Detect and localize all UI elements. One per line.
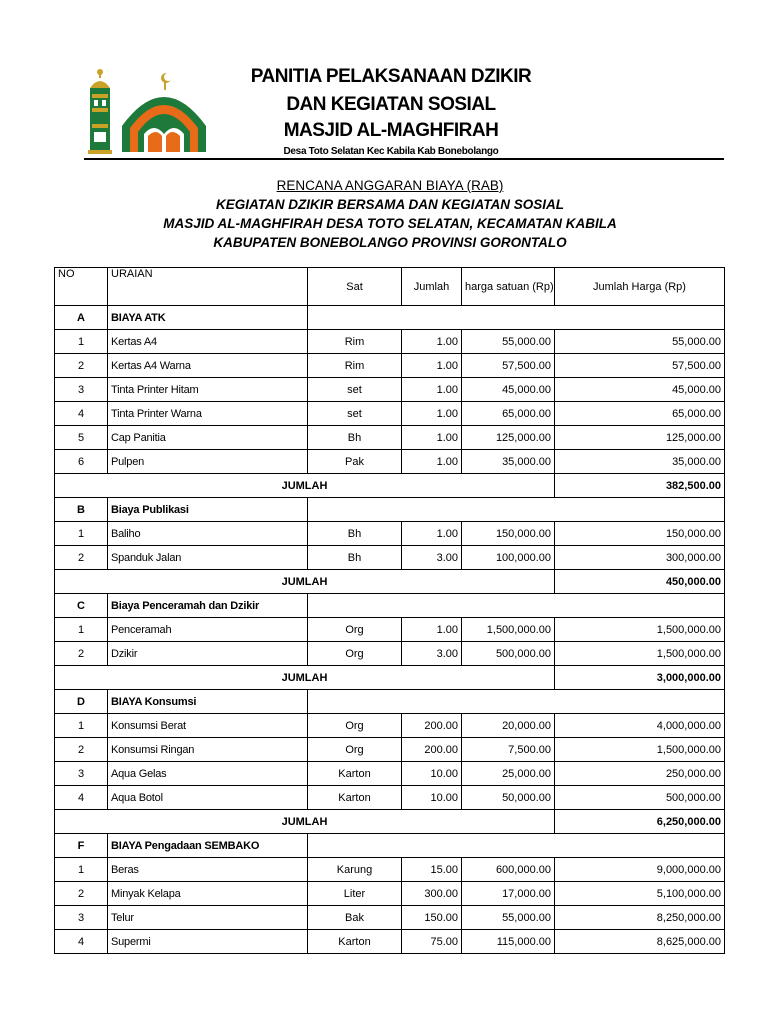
item-sat: set — [308, 402, 402, 426]
item-jumlah: 15.00 — [402, 858, 462, 882]
item-jumlah: 1.00 — [402, 354, 462, 378]
table-row — [55, 738, 725, 762]
section-name: BIAYA Pengadaan SEMBAKO — [108, 834, 308, 858]
item-jumlah: 300.00 — [402, 882, 462, 906]
item-jumlah-harga: 500,000.00 — [555, 786, 725, 810]
item-sat: Liter — [308, 882, 402, 906]
subtotal-value: 450,000.00 — [555, 570, 725, 594]
item-jumlah: 75.00 — [402, 930, 462, 954]
table-row — [55, 522, 725, 546]
item-uraian: Beras — [108, 858, 308, 882]
item-jumlah: 150.00 — [402, 906, 462, 930]
empty-cell — [308, 498, 725, 522]
item-sat: Bh — [308, 522, 402, 546]
section-header-row — [55, 690, 725, 714]
subtotal-row — [55, 666, 725, 690]
item-harga-satuan: 150,000.00 — [462, 522, 555, 546]
item-jumlah: 1.00 — [402, 426, 462, 450]
item-harga-satuan: 35,000.00 — [462, 450, 555, 474]
item-uraian: Penceramah — [108, 618, 308, 642]
item-uraian: Supermi — [108, 930, 308, 954]
section-header-row — [55, 498, 725, 522]
item-harga-satuan: 600,000.00 — [462, 858, 555, 882]
item-sat: Bh — [308, 426, 402, 450]
item-jumlah-harga: 35,000.00 — [555, 450, 725, 474]
item-uraian: Telur — [108, 906, 308, 930]
subtotal-row — [55, 474, 725, 498]
table-row — [55, 618, 725, 642]
section-code: D — [55, 690, 108, 714]
empty-cell — [308, 834, 725, 858]
item-harga-satuan: 45,000.00 — [462, 378, 555, 402]
section-code: F — [55, 834, 108, 858]
budget-table-body — [55, 306, 725, 954]
mosque-logo — [82, 68, 210, 156]
item-no: 1 — [55, 522, 108, 546]
subtotal-label: JUMLAH — [55, 570, 555, 594]
table-row — [55, 762, 725, 786]
empty-cell — [308, 306, 725, 330]
item-no: 1 — [55, 714, 108, 738]
item-harga-satuan: 500,000.00 — [462, 642, 555, 666]
item-no: 1 — [55, 858, 108, 882]
empty-cell — [308, 594, 725, 618]
item-jumlah: 1.00 — [402, 618, 462, 642]
item-harga-satuan: 7,500.00 — [462, 738, 555, 762]
item-no: 3 — [55, 762, 108, 786]
org-name-line1: PANITIA PELAKSANAAN DZIKIR — [250, 66, 532, 87]
section-name: Biaya Publikasi — [108, 498, 308, 522]
item-harga-satuan: 100,000.00 — [462, 546, 555, 570]
item-jumlah-harga: 300,000.00 — [555, 546, 725, 570]
org-name-line3: MASJID AL-MAGHFIRAH — [283, 120, 499, 141]
item-no: 4 — [55, 786, 108, 810]
item-jumlah: 10.00 — [402, 762, 462, 786]
item-uraian: Cap Panitia — [108, 426, 308, 450]
section-code: C — [55, 594, 108, 618]
table-row — [55, 882, 725, 906]
item-jumlah: 200.00 — [402, 738, 462, 762]
item-uraian: Aqua Botol — [108, 786, 308, 810]
item-jumlah: 1.00 — [402, 330, 462, 354]
item-uraian: Aqua Gelas — [108, 762, 308, 786]
item-harga-satuan: 17,000.00 — [462, 882, 555, 906]
item-jumlah-harga: 1,500,000.00 — [555, 738, 725, 762]
section-header-row — [55, 306, 725, 330]
section-name: Biaya Penceramah dan Dzikir — [108, 594, 308, 618]
item-sat: Rim — [308, 354, 402, 378]
item-sat: Org — [308, 642, 402, 666]
table-row — [55, 378, 725, 402]
item-no: 4 — [55, 930, 108, 954]
item-no: 6 — [55, 450, 108, 474]
item-uraian: Pulpen — [108, 450, 308, 474]
col-header-jumlah-harga: Jumlah Harga (Rp) — [555, 268, 725, 306]
item-harga-satuan: 55,000.00 — [462, 906, 555, 930]
document-subtitle-1: KEGIATAN DZIKIR BERSAMA DAN KEGIATAN SOSIAL — [216, 197, 564, 212]
item-harga-satuan: 50,000.00 — [462, 786, 555, 810]
table-row — [55, 426, 725, 450]
item-sat: Bh — [308, 546, 402, 570]
item-no: 3 — [55, 378, 108, 402]
item-sat: set — [308, 378, 402, 402]
item-harga-satuan: 25,000.00 — [462, 762, 555, 786]
table-row — [55, 546, 725, 570]
item-harga-satuan: 57,500.00 — [462, 354, 555, 378]
col-header-no: NO — [55, 268, 108, 306]
item-no: 5 — [55, 426, 108, 450]
item-uraian: Tinta Printer Hitam — [108, 378, 308, 402]
item-jumlah-harga: 57,500.00 — [555, 354, 725, 378]
org-address: Desa Toto Selatan Kec Kabila Kab Bonebolango — [283, 146, 499, 157]
item-no: 2 — [55, 738, 108, 762]
item-jumlah-harga: 5,100,000.00 — [555, 882, 725, 906]
item-sat: Org — [308, 714, 402, 738]
item-jumlah: 1.00 — [402, 450, 462, 474]
item-sat: Karung — [308, 858, 402, 882]
item-uraian: Dzikir — [108, 642, 308, 666]
document-subtitle-2: MASJID AL-MAGHFIRAH DESA TOTO SELATAN, KECAMATAN KABILA — [163, 216, 617, 231]
col-header-sat: Sat — [308, 268, 402, 306]
item-jumlah-harga: 1,500,000.00 — [555, 642, 725, 666]
col-header-harga-satuan: harga satuan (Rp) — [462, 268, 555, 306]
subtotal-label: JUMLAH — [55, 666, 555, 690]
item-sat: Karton — [308, 930, 402, 954]
col-header-jumlah: Jumlah — [402, 268, 462, 306]
item-uraian: Minyak Kelapa — [108, 882, 308, 906]
item-jumlah: 1.00 — [402, 378, 462, 402]
subtotal-row — [55, 570, 725, 594]
item-no: 1 — [55, 618, 108, 642]
item-sat: Bak — [308, 906, 402, 930]
item-sat: Rim — [308, 330, 402, 354]
item-jumlah: 10.00 — [402, 786, 462, 810]
table-row — [55, 450, 725, 474]
col-header-uraian: URAIAN — [108, 268, 308, 306]
table-row — [55, 330, 725, 354]
subtotal-row — [55, 810, 725, 834]
document-subtitle-3: KABUPATEN BONEBOLANGO PROVINSI GORONTALO — [213, 235, 567, 250]
section-code: A — [55, 306, 108, 330]
item-no: 4 — [55, 402, 108, 426]
item-uraian: Kertas A4 Warna — [108, 354, 308, 378]
item-uraian: Spanduk Jalan — [108, 546, 308, 570]
section-name: BIAYA Konsumsi — [108, 690, 308, 714]
subtotal-label: JUMLAH — [55, 810, 555, 834]
item-jumlah: 3.00 — [402, 642, 462, 666]
item-uraian: Konsumsi Berat — [108, 714, 308, 738]
item-jumlah: 200.00 — [402, 714, 462, 738]
item-sat: Karton — [308, 786, 402, 810]
table-row — [55, 906, 725, 930]
budget-table — [54, 267, 725, 954]
item-harga-satuan: 125,000.00 — [462, 426, 555, 450]
table-row — [55, 786, 725, 810]
table-row — [55, 858, 725, 882]
item-jumlah-harga: 150,000.00 — [555, 522, 725, 546]
item-sat: Pak — [308, 450, 402, 474]
org-name-line2: DAN KEGIATAN SOSIAL — [286, 94, 496, 115]
item-no: 2 — [55, 546, 108, 570]
document-title: RENCANA ANGGARAN BIAYA (RAB) — [276, 178, 504, 193]
item-no: 3 — [55, 906, 108, 930]
item-jumlah: 1.00 — [402, 402, 462, 426]
section-header-row — [55, 594, 725, 618]
item-jumlah-harga: 1,500,000.00 — [555, 618, 725, 642]
item-jumlah-harga: 125,000.00 — [555, 426, 725, 450]
item-uraian: Baliho — [108, 522, 308, 546]
item-sat: Karton — [308, 762, 402, 786]
item-harga-satuan: 115,000.00 — [462, 930, 555, 954]
item-jumlah-harga: 250,000.00 — [555, 762, 725, 786]
item-no: 2 — [55, 882, 108, 906]
header-divider — [84, 158, 724, 160]
item-no: 2 — [55, 642, 108, 666]
section-name: BIAYA ATK — [108, 306, 308, 330]
subtotal-value: 382,500.00 — [555, 474, 725, 498]
item-harga-satuan: 1,500,000.00 — [462, 618, 555, 642]
item-uraian: Tinta Printer Warna — [108, 402, 308, 426]
item-harga-satuan: 65,000.00 — [462, 402, 555, 426]
item-sat: Org — [308, 618, 402, 642]
table-row — [55, 402, 725, 426]
item-no: 2 — [55, 354, 108, 378]
subtotal-value: 6,250,000.00 — [555, 810, 725, 834]
item-jumlah-harga: 4,000,000.00 — [555, 714, 725, 738]
table-row — [55, 642, 725, 666]
section-header-row — [55, 834, 725, 858]
item-jumlah-harga: 65,000.00 — [555, 402, 725, 426]
item-sat: Org — [308, 738, 402, 762]
item-jumlah: 1.00 — [402, 522, 462, 546]
item-jumlah-harga: 9,000,000.00 — [555, 858, 725, 882]
section-code: B — [55, 498, 108, 522]
empty-cell — [308, 690, 725, 714]
item-jumlah-harga: 8,250,000.00 — [555, 906, 725, 930]
table-header-row — [55, 268, 725, 306]
item-uraian: Konsumsi Ringan — [108, 738, 308, 762]
subtotal-value: 3,000,000.00 — [555, 666, 725, 690]
table-row — [55, 930, 725, 954]
item-no: 1 — [55, 330, 108, 354]
item-jumlah-harga: 45,000.00 — [555, 378, 725, 402]
item-harga-satuan: 55,000.00 — [462, 330, 555, 354]
item-jumlah-harga: 55,000.00 — [555, 330, 725, 354]
item-harga-satuan: 20,000.00 — [462, 714, 555, 738]
subtotal-label: JUMLAH — [55, 474, 555, 498]
table-row — [55, 714, 725, 738]
item-uraian: Kertas A4 — [108, 330, 308, 354]
item-jumlah: 3.00 — [402, 546, 462, 570]
table-row — [55, 354, 725, 378]
item-jumlah-harga: 8,625,000.00 — [555, 930, 725, 954]
